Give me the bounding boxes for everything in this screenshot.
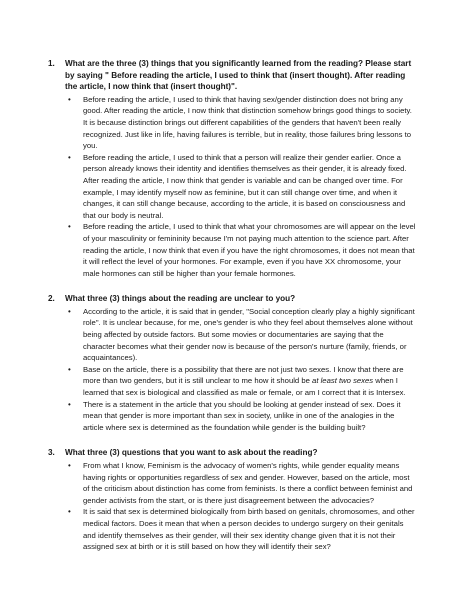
answer-item xyxy=(68,306,416,364)
answer-text: There is a statement in the article that you should be looking at gender instead of sex. Does it mean that gender is more important than sex in society, unlike in one of the analogies in the article where sex is determined as the foundation while gender is the building built? xyxy=(83,399,401,432)
answer-text: From what I know, Feminism is the advocacy of women's rights, while gender equality means having rights or opportunities regardless of sex and gender. However, based on the article, most of the criticism about distinction has come from feminists. Is there a conflict between feminist and gender activists from the start, or is there just disagreement between the advocacies? xyxy=(83,461,413,505)
question-text: What three (3) things about the reading are unclear to you? xyxy=(65,294,296,304)
question-number: 3. xyxy=(48,448,55,458)
answer-text-after: when I learned that sex is biological and classified as male or female, or am I correct that it is Intersex. xyxy=(83,376,406,398)
bullet-icon: • xyxy=(68,306,71,316)
answer-text-before: Base on the article, there is a possibility that there are not just two sexes. I know that there are more than two genders, but it is still unclear to me how it should be xyxy=(83,364,404,386)
question-heading xyxy=(48,447,416,459)
question-number: 2. xyxy=(48,294,55,304)
question-heading xyxy=(48,293,416,305)
bullet-icon: • xyxy=(68,222,71,232)
answer-item xyxy=(68,221,416,279)
question-section-1 xyxy=(48,58,416,279)
answer-text: Before reading the article, I used to think that a person will realize their gender earlier. Once a person already knows their identity and identifies themselves as their gender, it is already fixed. After reading the article, I now think that gender is variable and can be changed over time. For example, I may identify myself now as feminine, but it can still change over time, and when it changes, it can still change because, according to the article, it is based on consciousness and that our body is neutral. xyxy=(83,152,407,220)
question-text: What three (3) questions that you want to ask about the reading? xyxy=(65,448,318,458)
answer-item xyxy=(68,460,416,506)
answer-list xyxy=(48,94,416,280)
bullet-icon: • xyxy=(68,507,71,517)
question-heading xyxy=(48,58,416,93)
bullet-icon: • xyxy=(68,364,71,374)
question-number: 1. xyxy=(48,59,55,68)
bullet-icon: • xyxy=(68,461,71,470)
bullet-icon: • xyxy=(68,94,71,104)
answer-text: Before reading the article, I used to think that what your chromosomes are will appear on the level of your masculinity or femininity because I'm not paying much attention to the science part. After reading the article, I now think that even if you have the right chromosomes, it does not mean that it will reflect the level of your hormones. For example, even if you have XX chromosome, your male hormones can still be higher than your female hormones. xyxy=(83,222,416,278)
answer-list xyxy=(48,306,416,434)
question-text: What are the three (3) things that you significantly learned from the reading? Please start by saying " Before reading the article, I used to think that (insert thought). After reading the article, I now think that (insert thought)". xyxy=(65,59,412,92)
bullet-icon: • xyxy=(68,399,71,409)
answer-item xyxy=(68,364,416,399)
answer-text: According to the article, it is said that in gender, "Social conception clearly play a highly significant role". It is unclear because, for me, one's gender is who they feel about themselves alone without being affected by outside factors. But some movies or documentaries are saying that the character becomes what their gender now is because of the person's nurture (family, friends, or acquaintances). xyxy=(83,306,415,363)
answer-text: It is said that sex is determined biologically from birth based on genitals, chromosomes, and other medical factors. Does it mean that when a person decides to undergo surgery on their genitals and identify themselves as their gender, will their sex identity change given that it is not their assigned sex at birth or it is still based on how they will identify their sex? xyxy=(83,507,415,552)
answer-item xyxy=(68,506,416,552)
question-section-2 xyxy=(48,293,416,433)
answer-item xyxy=(68,152,416,222)
bullet-icon: • xyxy=(68,152,71,162)
question-section-3 xyxy=(48,447,416,552)
answer-text xyxy=(83,365,406,397)
answer-item xyxy=(68,94,416,152)
answer-text: Before reading the article, I used to think that having sex/gender distinction does not bring any good. After reading the article, I now think that distinction somehow brings good things to society. It is because distinction brings out different capabilities of the genders that haven't been really recognized. Just like in life, having failures is terrible, but in reality, those failures bring lessons to you. xyxy=(83,94,412,151)
answer-text-emphasis: at least two sexes xyxy=(312,376,374,386)
answer-item xyxy=(68,399,416,434)
answer-list xyxy=(48,460,416,553)
